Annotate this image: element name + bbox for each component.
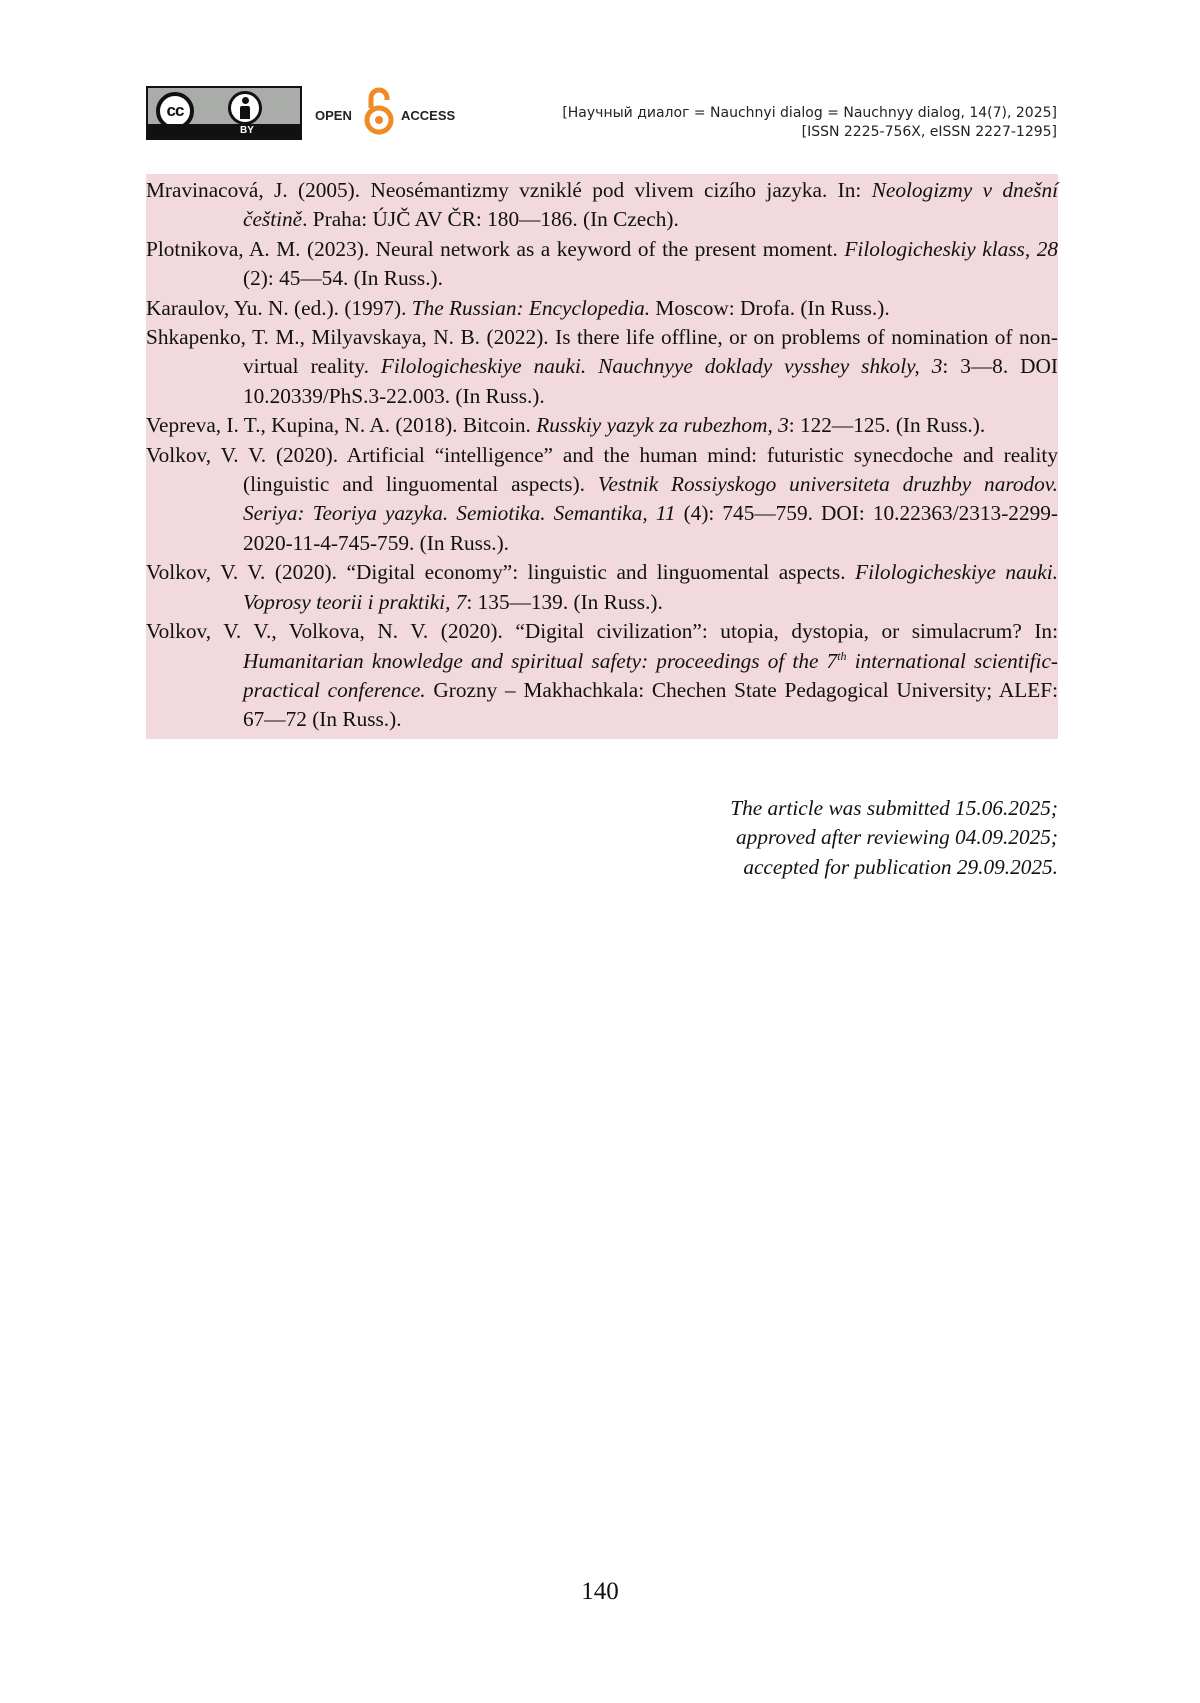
accepted-date: accepted for publication 29.09.2025. (743, 854, 1058, 879)
open-access-lock-icon (361, 86, 397, 136)
cc-icon: cc (156, 92, 194, 130)
open-access-open-text: OPEN (315, 108, 352, 123)
journal-issn: [ISSN 2225-756X, eISSN 2227-1295] (801, 124, 1057, 140)
attribution-person-icon (228, 91, 262, 125)
page-number: 140 (581, 1578, 619, 1605)
reference-item: Vepreva, I. T., Kupina, N. A. (2018). Bitcoin. Russkiy yazyk za rubezhom, 3: 122—125. (In Russ.). (146, 413, 986, 438)
reference-item: Volkov, V. V. (2020). “Digital economy”: linguistic and linguomental aspects. Filologicheskiye nauki. Voprosy teorii i praktiki, 7: 135—139. (In Russ.). (146, 560, 1059, 614)
open-access-logo (315, 86, 455, 136)
reference-item: Shkapenko, T. M., Milyavskaya, N. B. (2022). Is there life offline, or on problems of nomination of non-virtual reality. Filologicheskiye nauki. Nauchnyye doklady vysshey shkoly, 3: 3—8. DOI 10.20339/PhS.3-22.003. (In Russ.). (146, 325, 1058, 408)
reference-item: Karaulov, Yu. N. (ed.). (1997). The Russian: Encyclopedia. Moscow: Drofa. (In Russ.). (146, 295, 890, 320)
reference-item: Volkov, V. V., Volkova, N. V. (2020). “Digital civilization”: utopia, dystopia, or simulacrum? In: Humanitarian knowledge and spiritual safety: proceedings of the 7th international scientific-practical conference. Grozny – Makhachkala: Chechen State Pedagogical University; ALEF: 67—72 (In Russ.). (146, 619, 1059, 732)
journal-header (562, 104, 1057, 142)
journal-citation: [Научный диалог = Nauchnyi dialog = Nauchnyy dialog, 14(7), 2025] (562, 105, 1057, 121)
reference-item: Volkov, V. V. (2020). Artificial “intelligence” and the human mind: futuristic synecdoche and reality (linguistic and linguomental aspects). Vestnik Rossiyskogo universiteta druzhby narodov. Seriya: Teoriya yazyka. Semiotika. Semantika, 11 (4): 745—759. DOI: 10.22363/2313-2299-2020-11-4-745-759. (In Russ.). (146, 442, 1058, 555)
reference-list (146, 174, 1058, 739)
reference-item: Plotnikova, A. M. (2023). Neural network as a keyword of the present moment. Filologicheskiy klass, 28 (2): 45—54. (In Russ.). (146, 236, 1058, 291)
submitted-date: The article was submitted 15.06.2025; (730, 796, 1058, 820)
by-label: BY (148, 124, 300, 138)
open-access-access-text: ACCESS (401, 108, 456, 123)
article-dates (730, 794, 1058, 882)
reference-item: Mravinacová, J. (2005). Neosémantizmy vzniklé pod vlivem cizího jazyka. In: Neologizmy v dnešní češtině. Praha: ÚJČ AV ČR: 180—186. (In Czech). (146, 178, 1059, 232)
approved-date: approved after reviewing 04.09.2025; (736, 825, 1058, 850)
cc-by-license-badge (146, 86, 302, 140)
